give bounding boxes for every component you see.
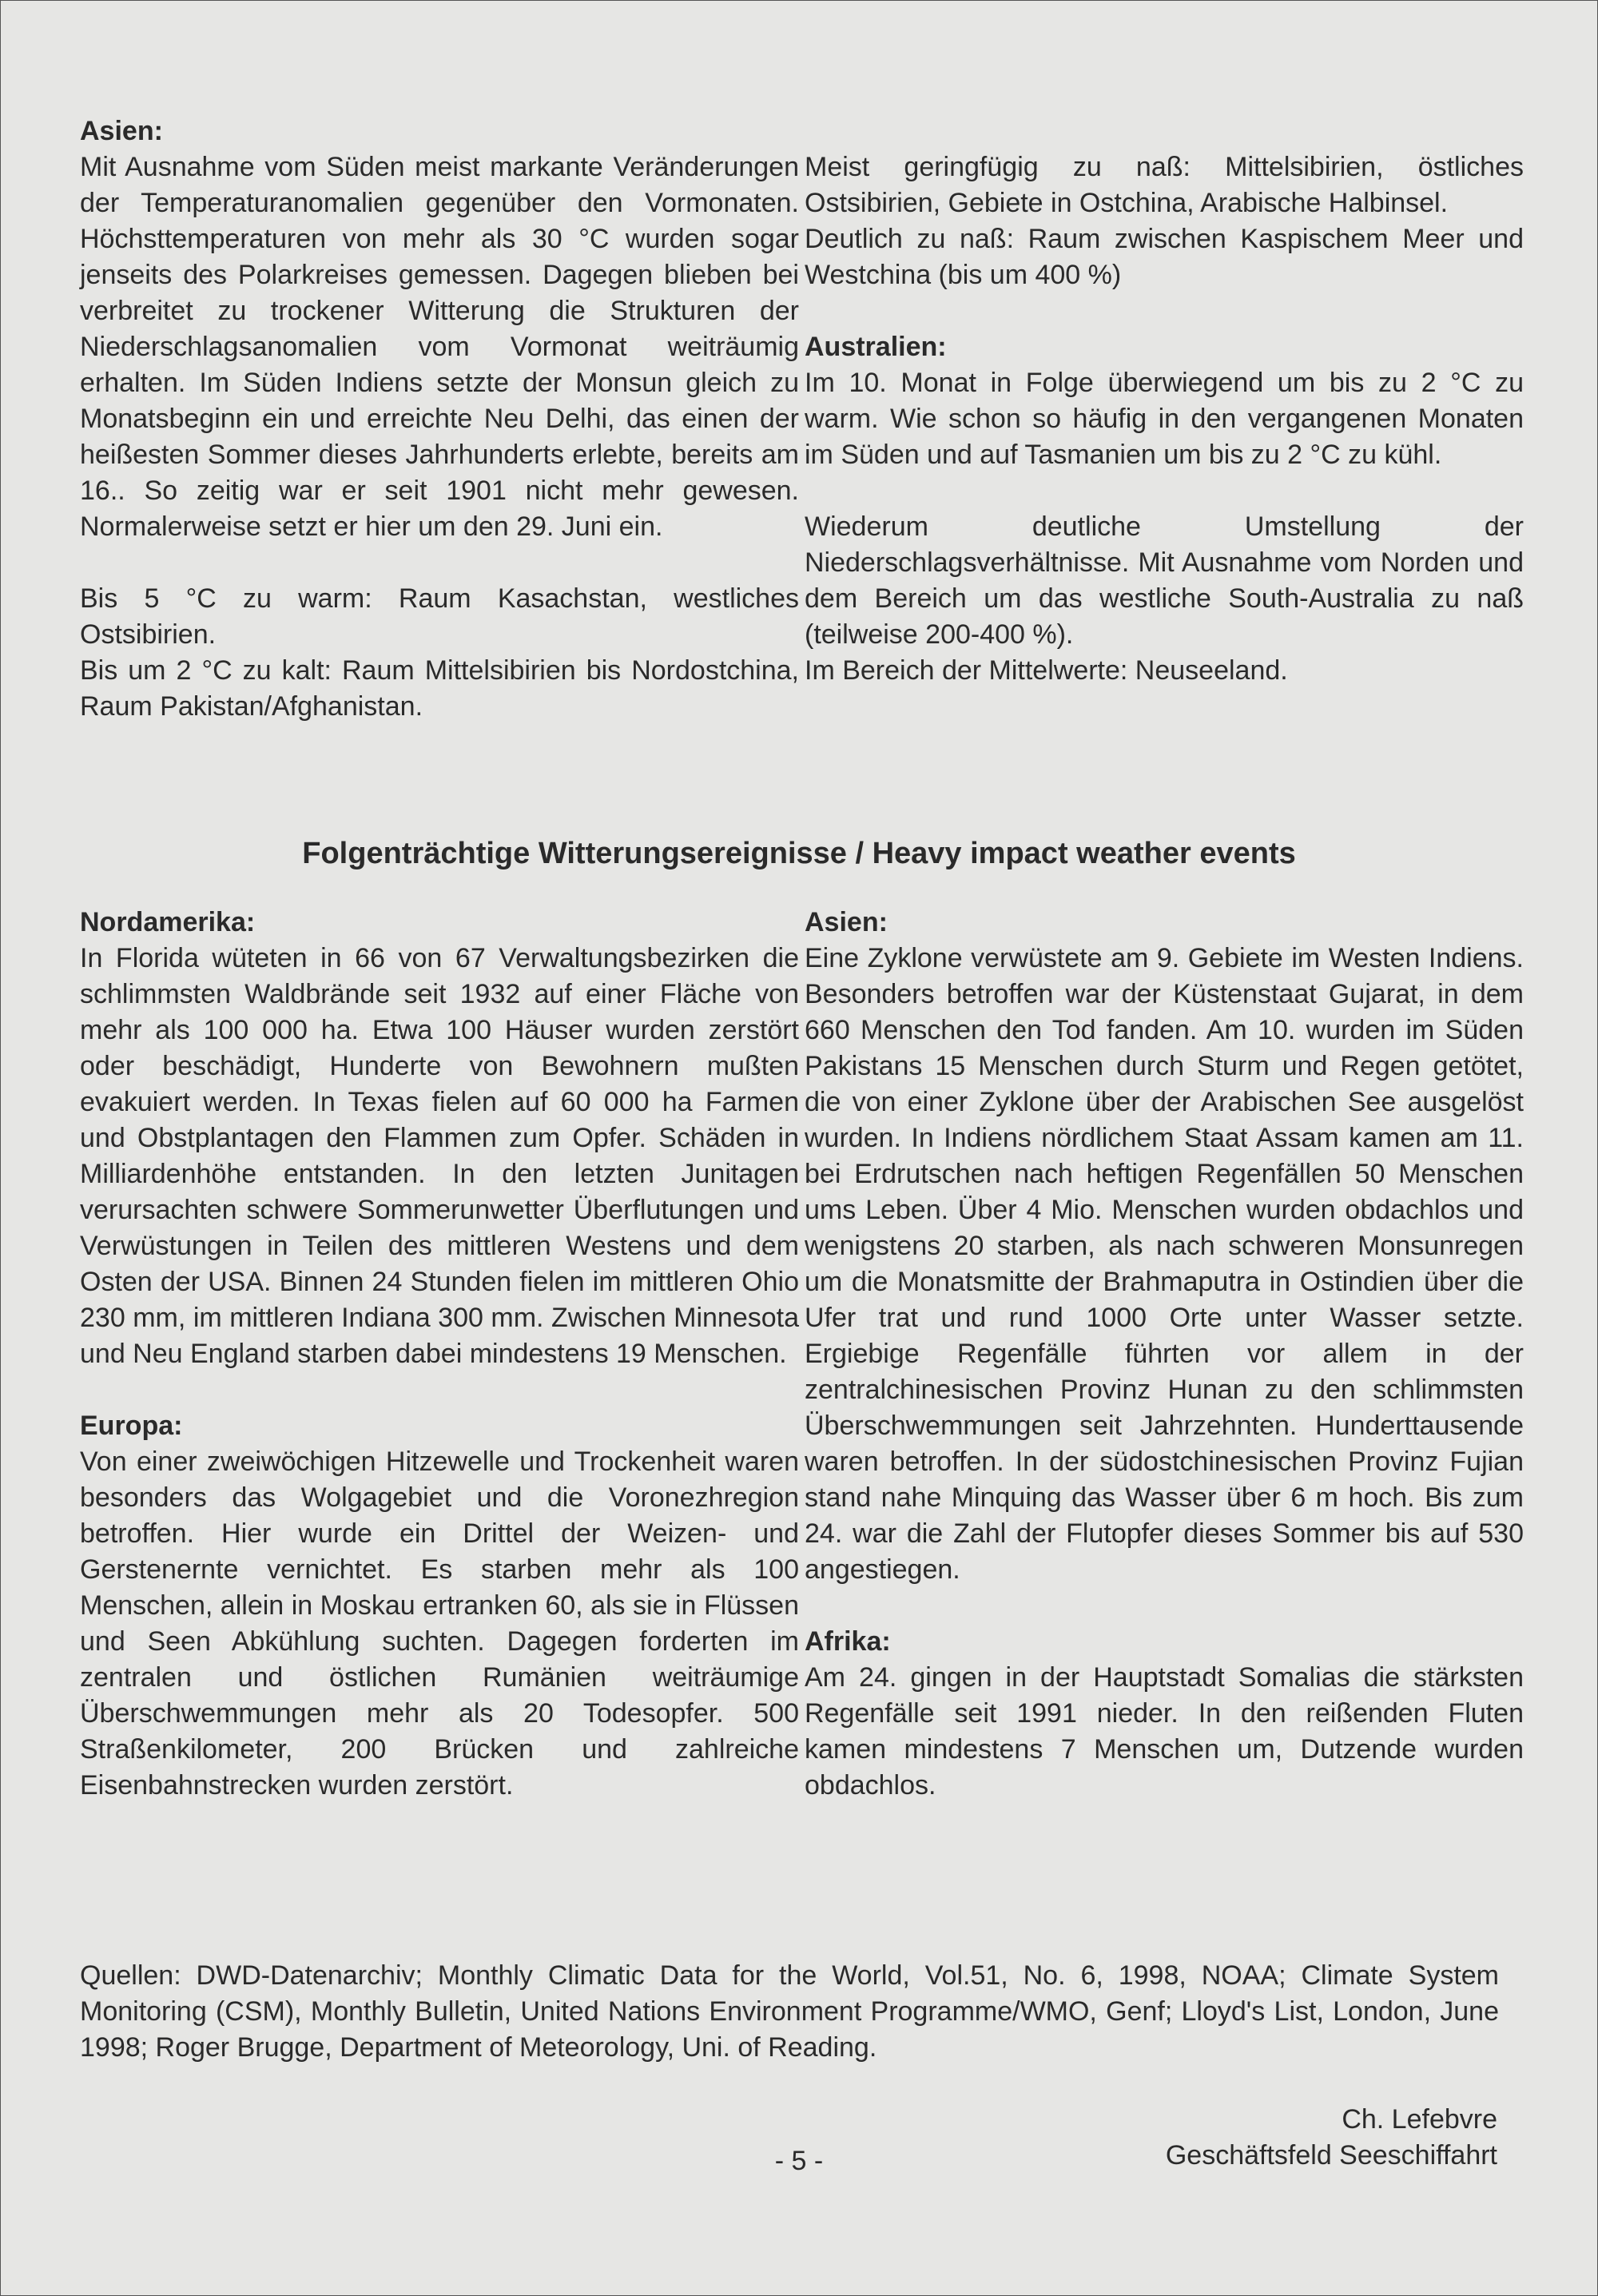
asia-body: Mit Ausnahme vom Süden meist markante Veränderungen der Temperaturanomalien gegenüber den Vormonaten. Höchsttemperaturen von mehr als 30 °C wurden sogar jenseits des Polarkreises gemessen. Dagegen blieben bei verbreitet zu trockener Witterung die Strukturen der Niederschlagsanomalien vom Vormonat weiträumig erhalten. Im Süden Indiens setzte der Monsun gleich zu Monatsbeginn ein und erreichte Neu Delhi, das einen der heißesten Sommer dieses Jahrhunderts erlebte, bereits am 16.. So zeitig war er seit 1901 nicht mehr gewesen. Normalerweise setzt er hier um den 29. Juni ein. [80, 152, 799, 542]
australia-heading: Australien: [805, 332, 947, 362]
author-department: Geschäftsfeld Seeschiffahrt [1165, 2140, 1497, 2171]
events-left-column [80, 905, 799, 1804]
asia-wet-clear: Deutlich zu naß: Raum zwischen Kaspischem Meer und Westchina (bis um 400 %) [805, 224, 1524, 290]
sources: Quellen: DWD-Datenarchiv; Monthly Climatic Data for the World, Vol.51, No. 6, 1998, NOAA; Climate System Monitoring (CSM), Monthly Bulletin, United Nations Environment Programme/WMO, Genf; Lloyd's List, London, June 1998; Roger Brugge, Department of Meteorology, Uni. of Reading. [80, 1960, 1499, 2063]
asia-wet-slight: Meist geringfügig zu naß: Mittelsibirien, östliches Ostsibirien, Gebiete in Ostchina, Arabische Halbinsel. [805, 152, 1524, 218]
asia-events-body: Eine Zyklone verwüstete am 9. Gebiete im Westen Indiens. Besonders betroffen war der Küstenstaat Gujarat, in dem 660 Menschen den Tod fanden. Am 10. wurden im Süden Pakistans 15 Menschen durch Sturm und Regen getötet, die von einer Zyklone über der Arabischen See ausgelöst wurden. In Indiens nördlichem Staat Assam kamen am 11. bei Erdrutschen nach heftigen Regenfällen 50 Menschen ums Leben. Über 4 Mio. Menschen wurden obdachlos und wenigstens 20 starben, als nach schweren Monsunregen um die Monatsmitte der Brahmaputra in Ostindien über die Ufer trat und rund 1000 Orte unter Wasser setzte. Ergiebige Regenfälle führten vor allem in der zentralchinesischen Provinz Hunan zu den schlimmsten Überschwemmungen seit Jahrzehnten. Hunderttausende waren betroffen. In der südostchinesischen Provinz Fujian stand nahe Minquing das Wasser über 6 m hoch. Bis zum 24. war die Zahl der Flutopfer dieses Sommer bis auf 530 angestiegen. [805, 943, 1524, 1585]
africa-body: Am 24. gingen in der Hauptstadt Somalias die stärksten Regenfälle seit 1991 nieder. In den reißenden Fluten kamen mindestens 7 Menschen um, Dutzende wurden obdachlos. [805, 1662, 1524, 1801]
europe-body: Von einer zweiwöchigen Hitzewelle und Trockenheit waren besonders das Wolgagebiet und die Voronezhregion betroffen. Hier wurde ein Drittel der Weizen- und Gerstenernte vernichtet. Es starben mehr als 100 Menschen, allein in Moskau ertranken 60, als sie in Flüssen und Seen Abkühlung suchten. Dagegen forderten im zentralen und östlichen Rumänien weiträumige Überschwemmungen mehr als 20 Todesopfer. 500 Straßenkilometer, 200 Brücken und zahlreiche Eisenbahnstrecken wurden zerstört. [80, 1446, 799, 1801]
australia-temperature: Im 10. Monat in Folge überwiegend um bis zu 2 °C zu warm. Wie schon so häufig in den vergangenen Monaten im Süden und auf Tasmanien um bis zu 2 °C zu kühl. [805, 368, 1524, 470]
north-america-heading: Nordamerika: [80, 907, 256, 937]
asia-cold-note: Bis um 2 °C zu kalt: Raum Mittelsibirien bis Nordostchina, Raum Pakistan/Afghanistan. [80, 655, 799, 722]
asia-warm-note: Bis 5 °C zu warm: Raum Kasachstan, westliches Ostsibirien. [80, 583, 799, 650]
australia-climate-column [805, 149, 1524, 689]
europe-heading: Europa: [80, 1411, 183, 1441]
author-name: Ch. Lefebvre [1342, 2104, 1497, 2135]
page-number: - 5 - [774, 2146, 824, 2176]
asia-climate-column [80, 113, 799, 725]
australia-normal: Im Bereich der Mittelwerte: Neuseeland. [805, 655, 1288, 686]
asia-events-heading: Asien: [805, 907, 888, 937]
north-america-body: In Florida wüteten in 66 von 67 Verwaltungsbezirken die schlimmsten Waldbrände seit 1932 auf einer Fläche von mehr als 100 000 ha. Etwa 100 Häuser wurden zerstört oder beschädigt, Hunderte von Bewohnern mußten evakuiert werden. In Texas fielen auf 60 000 ha Farmen und Obstplantagen den Flammen zum Opfer. Schäden in Milliardenhöhe entstanden. In den letzten Junitagen verursachten schwere Sommerunwetter Überflutungen und Verwüstungen in Teilen des mittleren Westens und dem Osten der USA. Binnen 24 Stunden fielen im mittleren Ohio 230 mm, im mittleren Indiana 300 mm. Zwischen Minnesota und Neu England starben dabei mindestens 19 Menschen. [80, 943, 799, 1369]
africa-heading: Afrika: [805, 1626, 891, 1657]
events-right-column [805, 905, 1524, 1804]
australia-precipitation: Wiederum deutliche Umstellung der Niederschlagsverhältnisse. Mit Ausnahme vom Norden und dem Bereich um das westliche South-Australia zu naß (teilweise 200-400 %). [805, 511, 1524, 650]
section-title: Folgenträchtige Witterungsereignisse / Heavy impact weather events [302, 837, 1296, 870]
asia-heading: Asien: [80, 116, 163, 146]
